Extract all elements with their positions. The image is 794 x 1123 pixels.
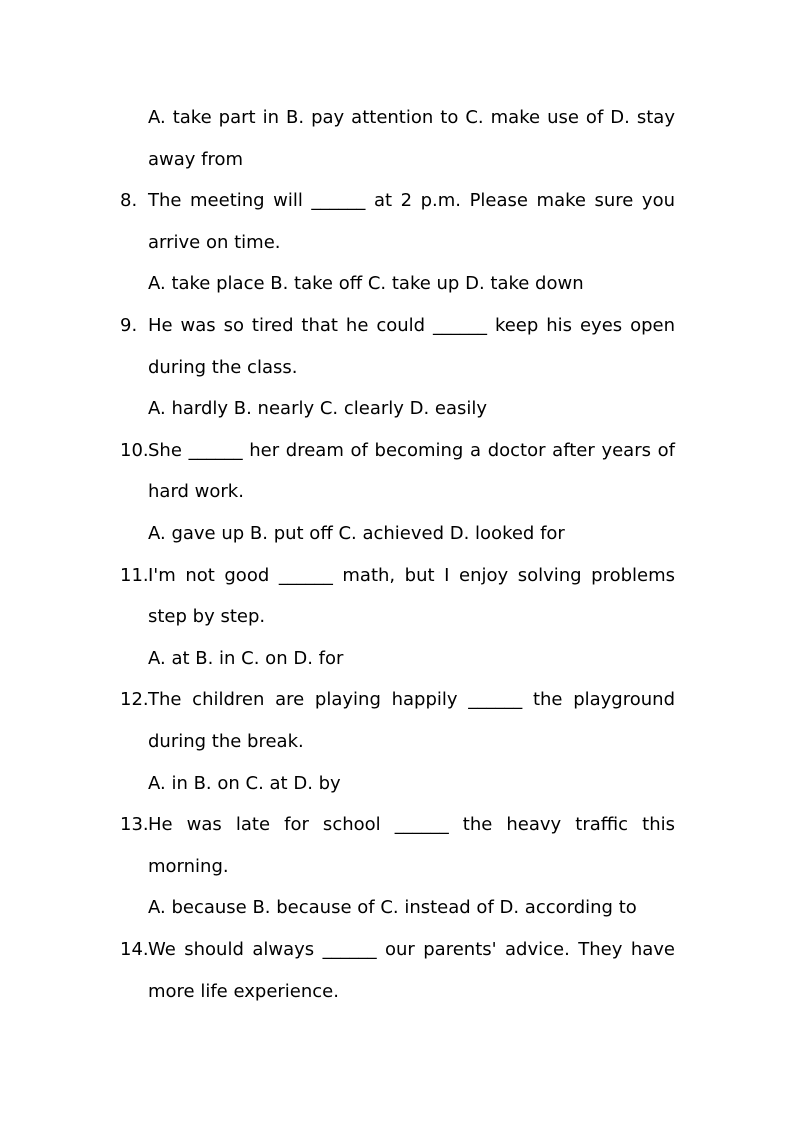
question-stem-line2: arrive on time. [148,232,281,253]
question-stem-line2: morning. [148,856,229,877]
question-number: 8. [120,190,138,211]
question-options: A. because B. because of C. instead of D. according to [148,897,637,918]
question-stem-line2: during the break. [148,731,304,752]
question-options: A. gave up B. put off C. achieved D. looked for [148,523,565,544]
question-number: 9. [120,315,138,336]
question-stem-line1: We should always ______ our parents' advice. They have [148,939,675,960]
question-number: 13. [120,814,149,835]
question-number: 14. [120,939,149,960]
question-stem-line1: I'm not good ______ math, but I enjoy solving problems [148,565,675,586]
question-options: A. hardly B. nearly C. clearly D. easily [148,398,488,419]
question-options: A. at B. in C. on D. for [148,648,344,669]
q7-options-line2: away from [148,149,244,170]
question-number: 10. [120,440,149,461]
question-stem-line2: hard work. [148,481,244,502]
q7-options-line1: A. take part in B. pay attention to C. make use of D. stay [148,107,675,128]
question-stem-line2: during the class. [148,357,298,378]
question-options: A. in B. on C. at D. by [148,773,341,794]
question-stem-line2: step by step. [148,606,266,627]
question-stem-line1: He was so tired that he could ______ keep his eyes open [148,315,675,336]
question-number: 12. [120,689,149,710]
question-number: 11. [120,565,149,586]
question-stem-line1: The meeting will ______ at 2 p.m. Please make sure you [148,190,675,211]
question-stem-line1: The children are playing happily ______ the playground [148,689,675,710]
question-stem-line2: more life experience. [148,981,339,1002]
question-options: A. take place B. take off C. take up D. take down [148,273,584,294]
question-stem-line1: She ______ her dream of becoming a doctor after years of [148,440,675,461]
question-stem-line1: He was late for school ______ the heavy traffic this [148,814,675,835]
